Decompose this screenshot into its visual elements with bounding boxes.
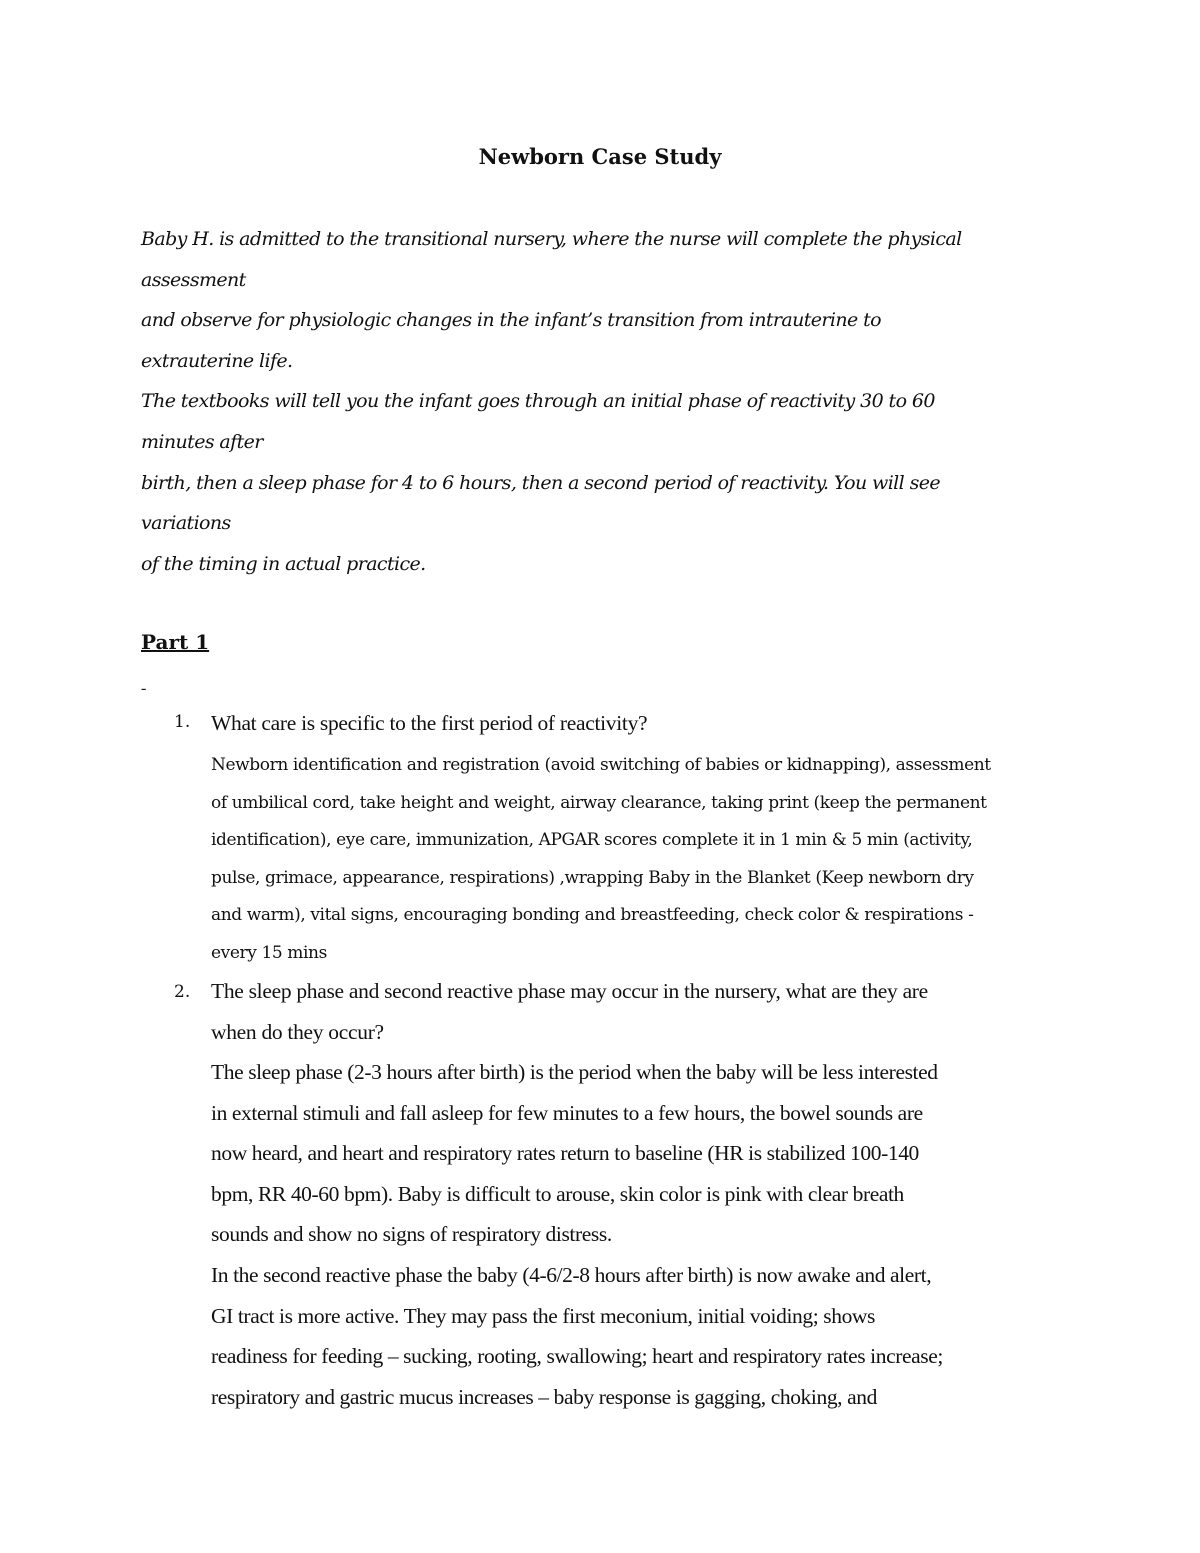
answer-line: bpm, RR 40-60 bpm). Baby is difficult to arouse, skin color is pink with clear breath	[211, 1181, 904, 1206]
answer-line: and warm), vital signs, encouraging bonding and breastfeeding, check color & respirations -	[211, 905, 974, 925]
part-heading: Part 1	[141, 630, 210, 654]
answer-line: now heard, and heart and respiratory rates return to baseline (HR is stabilized 100-140	[211, 1141, 919, 1166]
answer-2	[211, 1052, 943, 1417]
intro-line: extrauterine life.	[141, 349, 293, 372]
intro-line: Baby H. is admitted to the transitional nursery, where the nurse will complete the physical	[141, 228, 962, 250]
answer-line: sounds and show no signs of respiratory distress.	[211, 1222, 612, 1247]
question-1	[211, 703, 647, 744]
answer-line: respiratory and gastric mucus increases – baby response is gagging, choking, and	[211, 1384, 877, 1409]
answer-1	[211, 747, 991, 972]
answer-line: pulse, grimace, appearance, respirations) ,wrapping Baby in the Blanket (Keep newborn dry	[211, 867, 974, 888]
answer-line: in external stimuli and fall asleep for few minutes to a few hours, the bowel sounds are	[211, 1100, 923, 1125]
answer-line: of umbilical cord, take height and weight, airway clearance, taking print (keep the permanent	[211, 792, 987, 813]
intro-paragraph	[141, 219, 1081, 584]
intro-line: of the timing in actual practice.	[141, 552, 426, 575]
intro-line: variations	[141, 512, 231, 535]
intro-line: assessment	[141, 268, 246, 291]
question-2	[211, 971, 928, 1052]
answer-line: Newborn identification and registration (avoid switching of babies or kidnapping), assessment	[211, 755, 991, 775]
intro-line: birth, then a sleep phase for 4 to 6 hours, then a second period of reactivity. You will see	[141, 471, 941, 494]
answer-line: every 15 mins	[211, 942, 327, 963]
answer-line: readiness for feeding – sucking, rooting, swallowing; heart and respiratory rates increase;	[211, 1344, 943, 1369]
answer-line: GI tract is more active. They may pass the first meconium, initial voiding; shows	[211, 1303, 876, 1328]
intro-line: minutes after	[141, 430, 263, 453]
intro-line: The textbooks will tell you the infant goes through an initial phase of reactivity 30 to 60	[141, 390, 935, 413]
intro-line: and observe for physiologic changes in the infant’s transition from intrauterine to	[141, 309, 881, 332]
dash-marker: -	[141, 680, 147, 697]
question-number: 2.	[174, 982, 191, 1002]
question-number: 1.	[174, 712, 191, 732]
question-line: What care is specific to the first period of reactivity?	[211, 711, 648, 735]
question-line: when do they occur?	[211, 1019, 384, 1044]
answer-line: identification), eye care, immunization, APGAR scores complete it in 1 min & 5 min (activity,	[211, 830, 973, 850]
answer-line: The sleep phase (2-3 hours after birth) is the period when the baby will be less interested	[211, 1060, 938, 1084]
question-line: The sleep phase and second reactive phase may occur in the nursery, what are they are	[211, 979, 928, 1003]
document-title: Newborn Case Study	[478, 144, 722, 169]
answer-line: In the second reactive phase the baby (4-6/2-8 hours after birth) is now awake and alert,	[211, 1262, 932, 1287]
